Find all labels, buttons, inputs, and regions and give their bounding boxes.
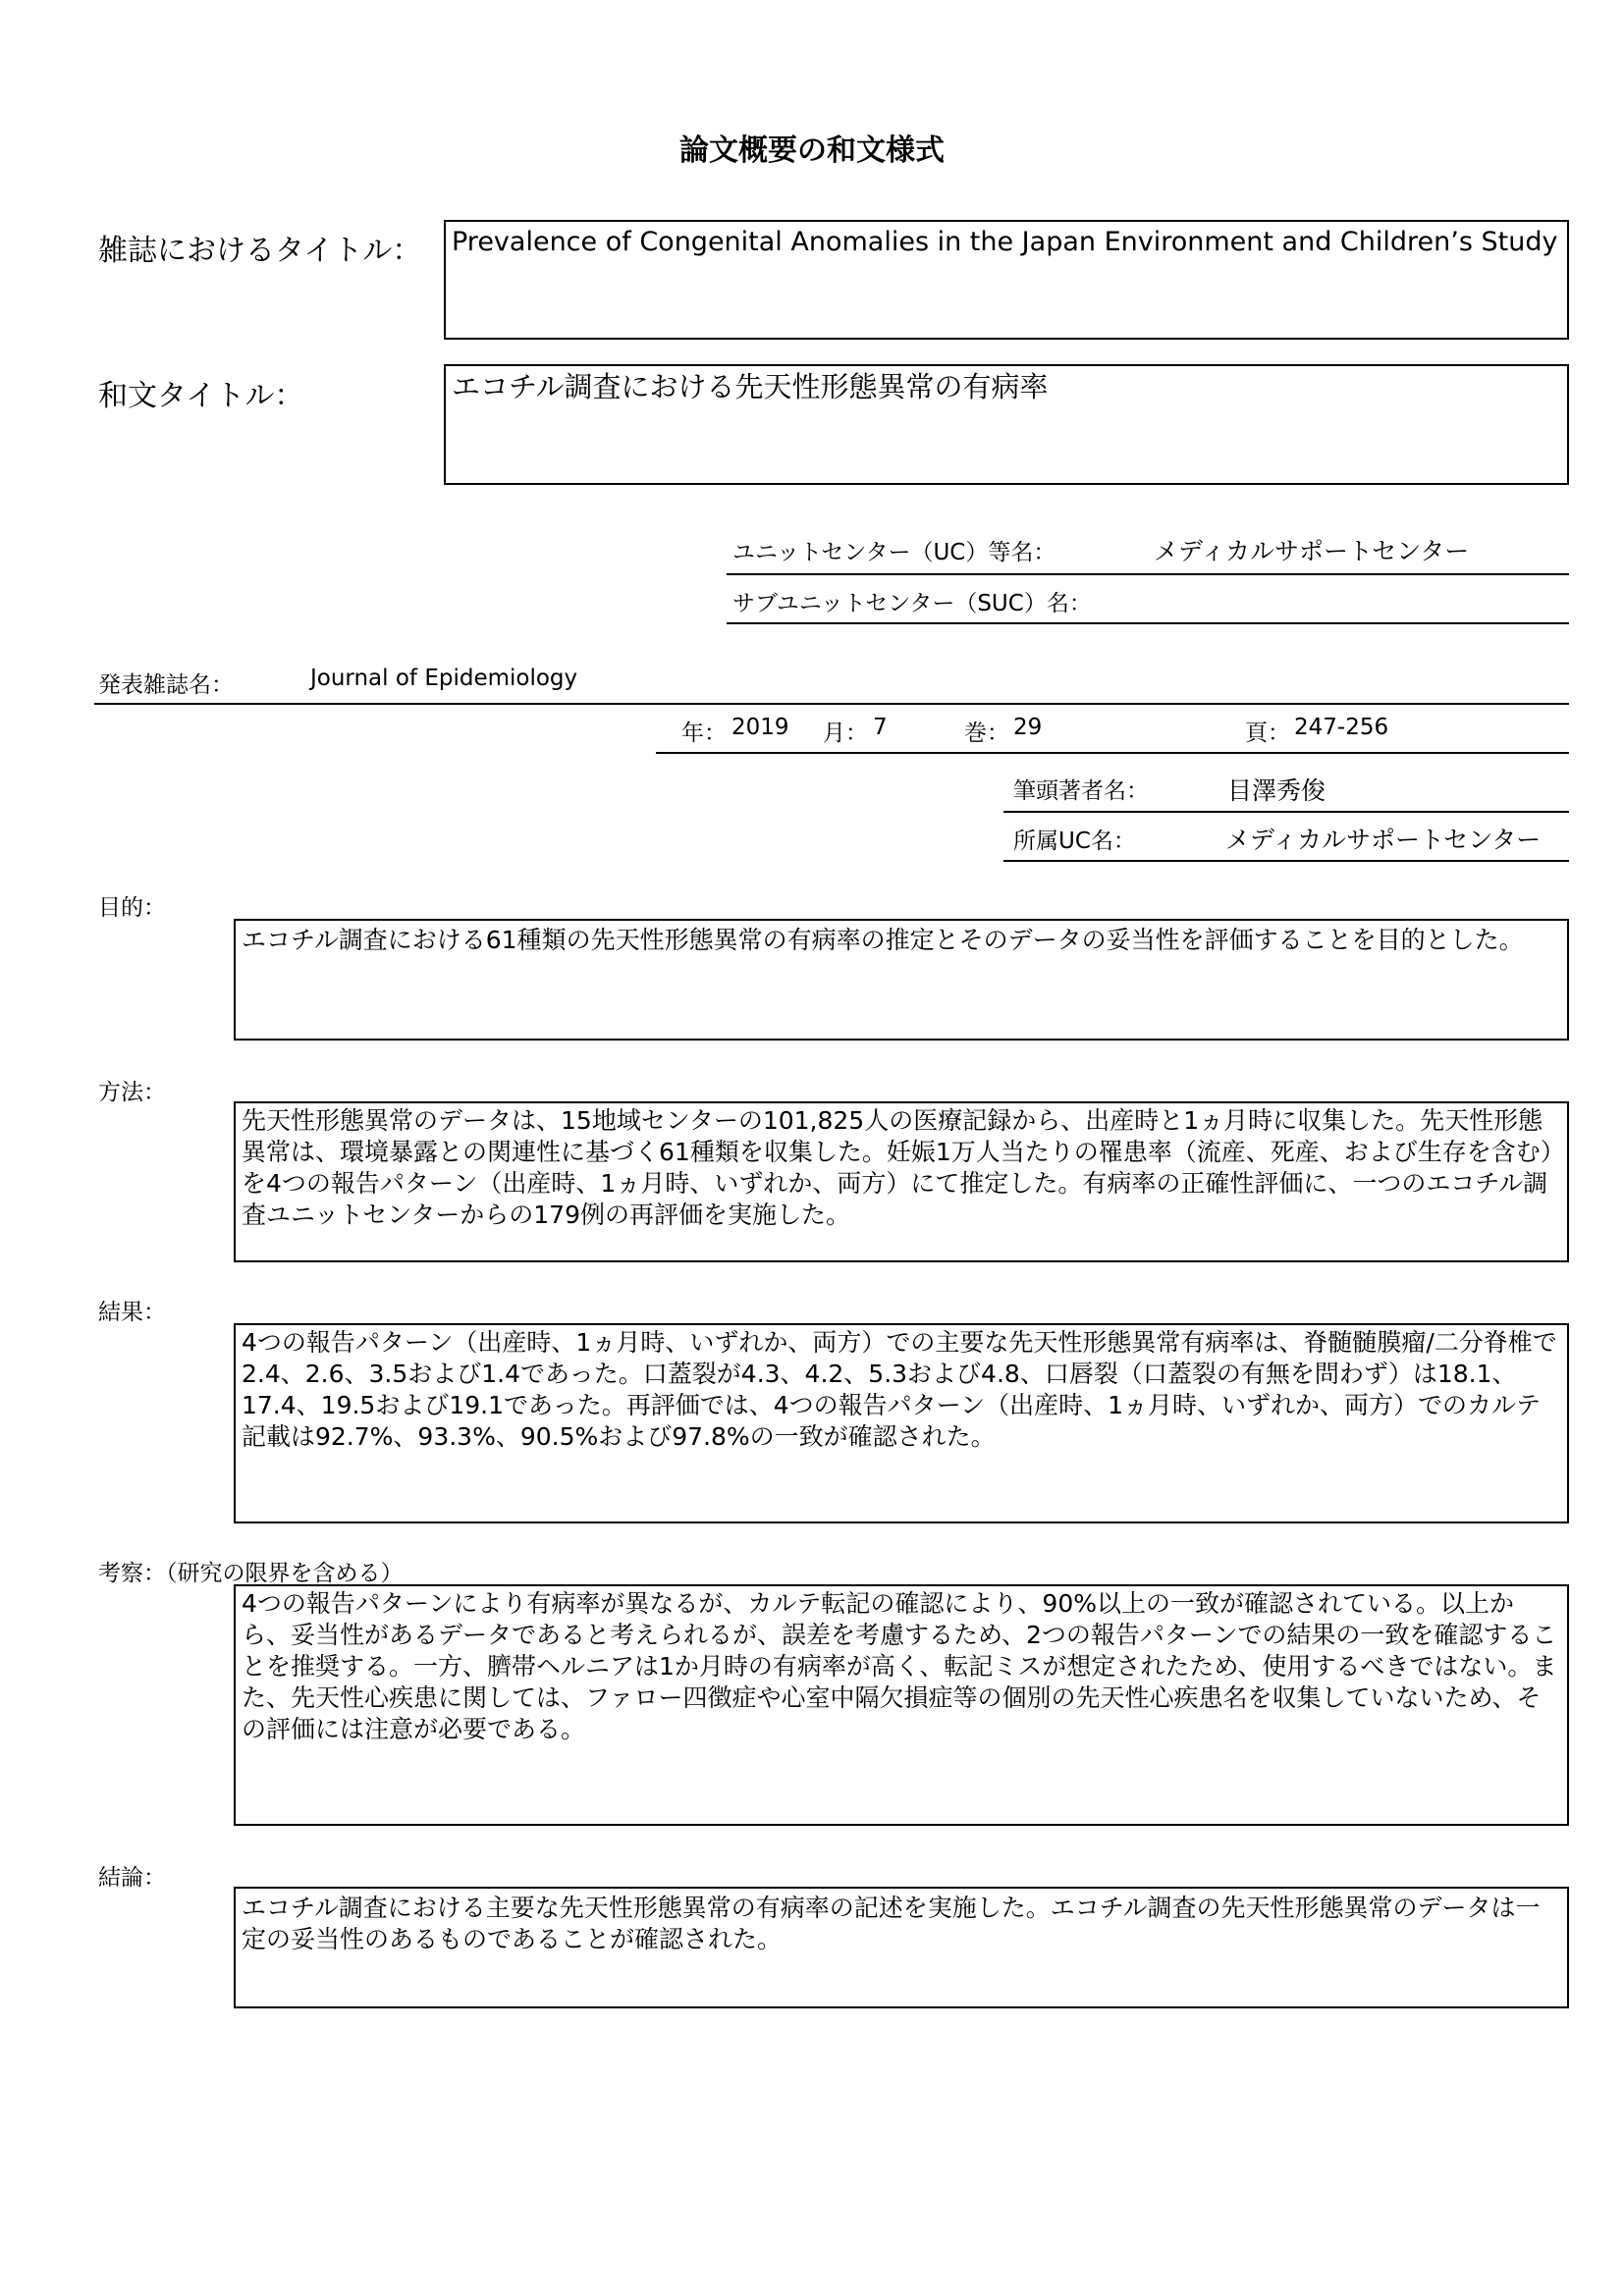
- methods-text: 先天性形態異常のデータは、15地域センターの101,825人の医療記録から、出産時と1ヵ月時に収集した。先天性形態異常は、環境暴露との関連性に基づく61種類を収集した。妊娠1万人当たりの罹患率（流産、死産、および生存を含む）を4つの報告パターン（出産時、1ヵ月時、いずれか、両方）にて推定した。有病率の正確性評価に、一つのエコチル調査ユニットセンターからの179例の再評価を実施した。: [242, 1106, 1553, 1229]
- methods-label: 方法：: [98, 1080, 166, 1105]
- conclusion-text: エコチル調査における主要な先天性形態異常の有病率の記述を実施した。エコチル調査の先天性形態異常のデータは一定の妥当性のあるものであることが確認された。: [242, 1894, 1541, 1953]
- discussion-label: 考察：（研究の限界を含める）: [98, 1561, 404, 1586]
- journal-title-value: Prevalence of Congenital Anomalies in the Japan Environment and Children’s Study: [452, 227, 1558, 257]
- purpose-box: [234, 919, 1569, 1041]
- discussion-text: 4つの報告パターンにより有病率が異なるが、カルテ転記の確認により、90%以上の一致が確認されている。以上から、妥当性があるデータであると考えられるが、誤差を考慮するため、2つの報告パターンでの結果の一致を確認することを推奨する。一方、臍帯ヘルニアは1か月時の有病率が高く、転記ミスが想定されたため、使用するべきではない。また、先天性心疾患に関しては、ファロー四徴症や心室中隔欠損症等の個別の先天性心疾患名を収集していないため、その評価には注意が必要である。: [242, 1589, 1557, 1743]
- results-label: 結果：: [98, 1300, 166, 1325]
- year-value: 2019: [731, 715, 789, 740]
- month-value: 7: [873, 715, 888, 740]
- unit-center-value: メディカルサポートセンター: [1154, 537, 1470, 565]
- sub-unit-center-underline: [727, 622, 1569, 624]
- journal-name-label: 発表雑誌名：: [98, 672, 234, 698]
- conclusion-label: 結論：: [98, 1865, 166, 1891]
- results-box: [234, 1323, 1569, 1523]
- purpose-label: 目的：: [98, 895, 166, 921]
- purpose-text: エコチル調査における61種類の先天性形態異常の有病率の推定とそのデータの妥当性を評価することを目的とした。: [242, 926, 1524, 954]
- methods-box: [234, 1101, 1569, 1262]
- japanese-title-label: 和文タイトル：: [98, 379, 304, 413]
- discussion-box: [234, 1584, 1569, 1826]
- affiliation-underline: [1003, 860, 1569, 862]
- conclusion-box: [234, 1887, 1569, 2008]
- first-author-label: 筆頭著者名：: [1013, 778, 1149, 804]
- journal-name-value: Journal of Epidemiology: [310, 666, 578, 691]
- volume-label: 巻：: [964, 721, 1009, 746]
- unit-center-underline: [727, 573, 1569, 575]
- journal-name-underline: [94, 703, 1569, 705]
- pages-label: 頁：: [1245, 721, 1290, 746]
- sub-unit-center-label: サブユニットセンター（SUC）名：: [732, 591, 1092, 616]
- japanese-title-value: エコチル調査における先天性形態異常の有病率: [452, 370, 1049, 403]
- affiliation-value: メディカルサポートセンター: [1225, 826, 1542, 854]
- first-author-underline: [1003, 811, 1569, 813]
- results-text: 4つの報告パターン（出産時、1ヵ月時、いずれか、両方）での主要な先天性形態異常有病率は、脊髄髄膜瘤/二分脊椎で2.4、2.6、3.5および1.4であった。口蓋裂が4.3、4.2、5.3および4.8、口唇裂（口蓋裂の有無を問わず）は18.1、17.4、19.5および19.1であった。再評価では、4つの報告パターン（出産時、1ヵ月時、いずれか、両方）でのカルテ記載は92.7%、93.3%、90.5%および97.8%の一致が確認された。: [242, 1328, 1557, 1451]
- unit-center-label: ユニットセンター（UC）等名：: [732, 540, 1056, 565]
- journal-title-label: 雑誌におけるタイトル：: [98, 234, 422, 268]
- affiliation-label: 所属UC名：: [1013, 828, 1136, 854]
- month-label: 月：: [823, 721, 868, 746]
- japanese-title-box: [444, 364, 1569, 485]
- year-label: 年：: [681, 721, 727, 746]
- pages-value: 247-256: [1294, 715, 1389, 740]
- volume-value: 29: [1013, 715, 1043, 740]
- first-author-value: 目澤秀俊: [1227, 776, 1326, 805]
- journal-title-box: [444, 220, 1569, 340]
- publication-underline: [656, 752, 1569, 754]
- page-title: 論文概要の和文様式: [679, 133, 945, 168]
